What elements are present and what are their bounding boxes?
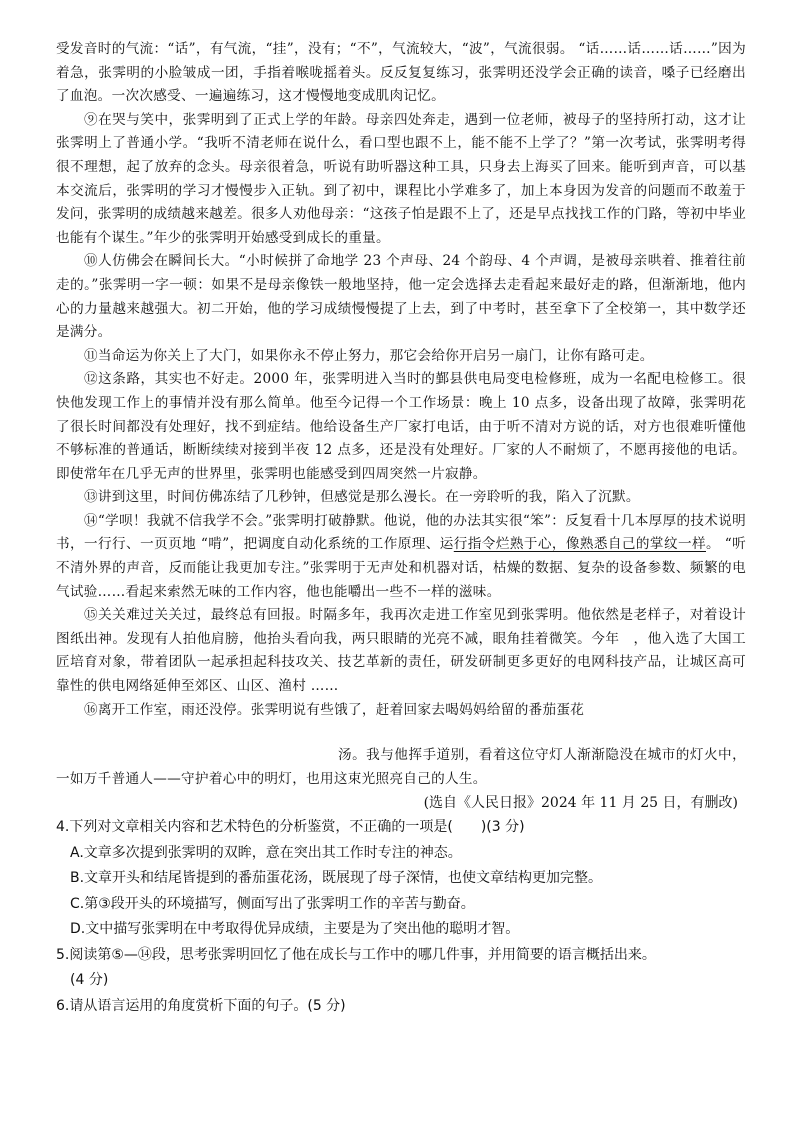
question-4-stem: 4.下列对文章相关内容和艺术特色的分析鉴赏，不正确的一项是( )(3 分) bbox=[56, 819, 525, 836]
spacer bbox=[56, 722, 746, 744]
paragraph-13: ⑬讲到这里，时间仿佛冻结了几秒钟，但感觉是那么漫长。在一旁聆听的我，陷入了沉默。 bbox=[84, 489, 640, 506]
paragraph-9: ⑨在哭与笑中，张霁明到了正式上学的年龄。母亲四处奔走，遇到一位老师，被母子的坚持所打动，这才让张霁明上了普通小学。“我听不清老师在说什么，看口型也跟不上，能不能不上学了？”第一次考试，张霁明考得很不理想，起了放弃的念头。母亲很着急，听说有助听器这种工具，只身去上海买了回来。能听到声音，可以基本交流后，张霁明的学习才慢慢步入正轨。到了初中，课程比小学难多了，加上本身因为发音的问题而不敢羞于发问，张霁明的成绩越来越差。很多人劝他母亲：“这孩子怕是跟不上了，还是早点找找工作的门路，等初中毕业也能有个谋生。”年少的张霁明开始感受到成长的重量。 bbox=[56, 111, 746, 246]
question-4-option-b: B.文章开头和结尾皆提到的番茄蛋花汤，既展现了母子深情，也使文章结构更加完整。 bbox=[70, 870, 603, 887]
paragraph-14-part-a: ⑭“学呗！我就不信我学不会。”张霁明打破静默。他说，他的办法其实很“笨”：反复看十几本厚厚的技术说明书，一行行、一页页地 “啃”，把调度自动化系统的工作原理、运 bbox=[56, 512, 746, 553]
exam-page bbox=[56, 38, 746, 1019]
question-5-stem: 5.阅读第⑤—⑭段，思考张霁明回忆了他在成长与工作中的哪几件事，并用简要的语言概括出来。 bbox=[56, 946, 656, 963]
question-4-option-c: C.第③段开头的环境描写，侧面写出了张霁明工作的辛苦与勤奋。 bbox=[70, 895, 475, 912]
paragraph-14-part-b: 。 “听不清外界的声音，反而能让我更加专注。”张霁明于无声处和机器对话，枯燥的数据、复杂的设备参数、频繁的电气试验……看起来索然无味的工作内容，他也能嚼出一些不一样的滋味。 bbox=[56, 536, 746, 600]
article-source: (选自《人民日报》2024 年 11 月 25 日，有删改) bbox=[423, 795, 738, 812]
question-4-option-d: D.文中描写张霁明在中考取得优异成绩，主要是为了突出他的聪明才智。 bbox=[70, 921, 520, 938]
paragraph-15: ⑮关关难过关关过，最终总有回报。时隔多年，我再次走进工作室见到张霁明。他依然是老样子，对着设计图纸出神。发现有人拍他肩膀，他抬头看向我，两只眼睛的光亮不减，眼角挂着微笑。今年 ，他入选了大国工匠培育对象，带着团队一起承担起科技攻关、技艺革新的责任，研发研制更多更好的电网科技产品，让城区高可靠性的供电网络延伸至郊区、山区、渔村 …… bbox=[56, 607, 746, 695]
question-4-option-a: A.文章多次提到张霁明的双眸，意在突出其工作时专注的神态。 bbox=[70, 844, 462, 861]
paragraph-16: ⑯离开工作室，雨还没停。张霁明说有些饿了，赶着回家去喝妈妈给留的番茄蛋花 bbox=[84, 701, 585, 718]
paragraph-12: ⑫这条路，其实也不好走。2000 年，张霁明进入当时的鄞县供电局变电检修班，成为一名配电检修工。很快他发现工作上的事情并没有那么简单。他至今记得一个工作场景：晚上 10 点多，设备出现了故障，张霁明花了很长时间都没有处理好，找不到症结。他给设备生产厂家打电话，由于听不清对方说的话，对方也很难听懂他不够标准的普通话，断断续续对接到半夜 12 点多，还是没有处理好。厂家的人不耐烦了，不愿再接他的电话。即使常年在几乎无声的世界里，张霁明也能感受到四周突然一片寂静。 bbox=[56, 371, 746, 482]
question-5-score: (4 分) bbox=[70, 972, 109, 989]
paragraph-11: ⑪当命运为你关上了大门，如果你永不停止努力，那它会给你开启另一扇门，让你有路可走。 bbox=[84, 347, 654, 364]
paragraph-14 bbox=[56, 510, 746, 604]
paragraph-8-continued: 受发音时的气流：“话”，有气流，“挂”，没有；“不”，气流较大，“波”，气流很弱。 “话……话……话……”因为着急，张霁明的小脸皱成一团，手指着喉咙摇着头。反反复复练习，张霁明还没学会正确的读音，嗓子已经磨出了血泡。一次次感受、一遍遍练习，这才慢慢地变成肌肉记忆。 bbox=[56, 41, 746, 105]
underlined-sentence: 行指令烂熟于心，像熟悉自己的掌纹一样 bbox=[453, 536, 706, 553]
paragraph-16-continued: 汤。我与他挥手道别，看着这位守灯人渐渐隐没在城市的灯火中，一如万千普通人——守护着心中的明灯，也用这束光照亮自己的人生。 bbox=[56, 747, 746, 787]
paragraph-10: ⑩人仿佛会在瞬间长大。“小时候拼了命地学 23 个声母、24 个韵母、4 个声调，是被母亲哄着、推着往前走的。”张霁明一字一顿：如果不是母亲像铁一般地坚持，他一定会选择去走看起来最好走的路，但渐渐地，他内心的力量越来越强大。初二开始，他的学习成绩慢慢提了上去，到了中考时，甚至拿下了全校第一，其中数学还是满分。 bbox=[56, 253, 746, 341]
question-6-stem: 6.请从语言运用的角度赏析下面的句子。(5 分) bbox=[56, 997, 346, 1014]
